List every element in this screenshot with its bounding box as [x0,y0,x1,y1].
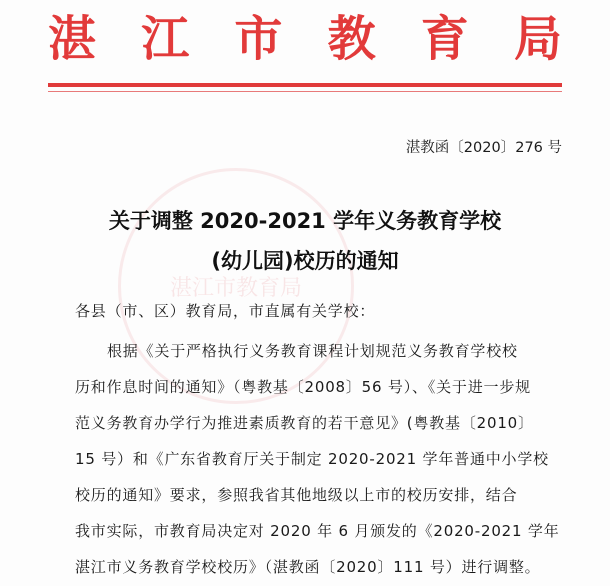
paragraph-line: 15 号）和《广东省教育厅关于制定 2020-2021 学年普通中小学校 [75,450,549,468]
letterhead-char: 湛 [48,11,97,67]
official-seal-watermark: 湛江市教育局 [118,168,354,404]
paragraph-line: 校历的通知》要求，参照我省其他地级以上市的校历安排，结合 [75,486,518,504]
letterhead-char: 育 [420,11,469,67]
letterhead-char: 局 [513,11,562,67]
letterhead-char: 江 [141,11,190,67]
salutation: 各县（市、区）教育局，市直属有关学校： [75,302,376,320]
letterhead-rule-thin [48,91,562,92]
paragraph-line: 范义务教育办学行为推进素质教育的若干意见》(粤教基〔2010〕 [75,414,534,432]
letterhead-title [48,8,562,70]
letterhead-char: 市 [234,11,283,67]
paragraph-line: 湛江市义务教育学校校历》（湛教函〔2020〕111 号）进行调整。 [75,558,541,576]
letterhead-char: 教 [327,11,376,67]
paragraph-line: 历和作息时间的通知》（粤教基〔2008〕56 号）、《关于进一步规 [75,378,531,396]
document-number: 湛教函〔2020〕276 号 [405,140,562,156]
paragraph-line: 根据《关于严格执行义务教育课程计划规范义务教育学校校 [107,342,518,360]
letterhead-rule-thick [48,83,562,87]
document-title-line-2: (幼儿园)校历的通知 [211,249,399,273]
paragraph-line: 我市实际，市教育局决定对 2020 年 6 月颁发的《2020-2021 学年 [75,522,560,540]
document-title-line-1: 关于调整 2020-2021 学年义务教育学校 [108,209,502,233]
